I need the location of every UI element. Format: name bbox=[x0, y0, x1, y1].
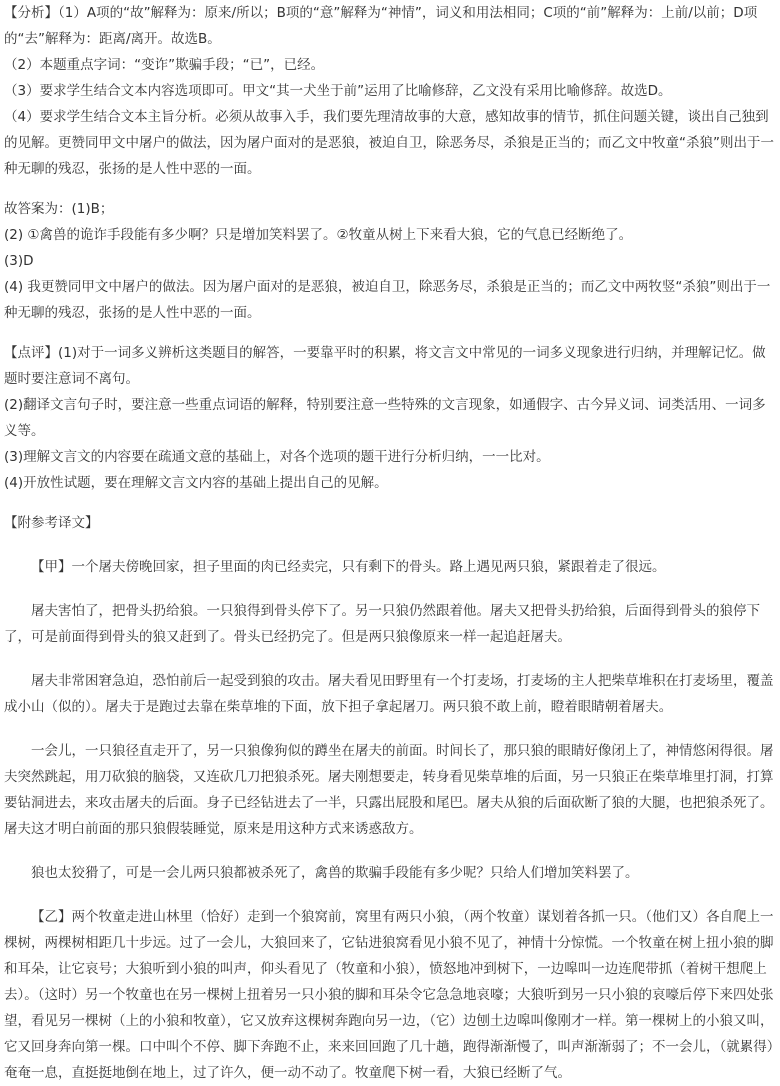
analysis-paragraph-4: （4）要求学生结合文本主旨分析。必须从故事入手，我们要先理清故事的大意，感知故事的情节，抓住问题关键，谈出自己独到的见解。更赞同甲文中屠户的做法，因为屠户面对的是恶狼，被迫自卫，除恶务尽，杀狼是正当的；而乙文中牧童“杀狼”则出于一种无聊的残忍，张扬的是人性中恶的一面。 bbox=[4, 109, 774, 177]
comment-line-3: (3)理解文言文的内容要在疏通文意的基础上，对各个选项的题干进行分析归纳，一一比对。 bbox=[4, 449, 550, 465]
translation-section bbox=[4, 510, 774, 1086]
analysis-paragraph-1: 【分析】（1）A项的“故”解释为：原来/所以；B项的“意”解释为“神情”，词义和用法相同；C项的“前”解释为：上前/以前；D项的“去”解释为：距离/离开。故选B。 bbox=[4, 5, 758, 47]
answer-line-1: (2) ①禽兽的诡诈手段能有多少啊？只是增加笑料罢了。②牧童从树上下来看大狼，它的气息已经断绝了。 bbox=[4, 227, 633, 243]
analysis-paragraph-2: （2）本题重点字词：“变诈”欺骗手段；“已”，已经。 bbox=[4, 57, 325, 73]
translation-paragraph-3: 屠夫非常困窘急迫，恐怕前后一起受到狼的攻击。屠夫看见田野里有一个打麦场，打麦场的主人把柴草堆积在打麦场里，覆盖成小山（似的）。屠夫于是跑过去靠在柴草堆的下面，放下担子拿起屠刀。两只狼不敢上前，瞪着眼睛朝着屠夫。 bbox=[4, 673, 774, 715]
translation-paragraph-4: 一会儿，一只狼径直走开了，另一只狼像狗似的蹲坐在屠夫的前面。时间长了，那只狼的眼睛好像闭上了，神情悠闲得很。屠夫突然跳起，用刀砍狼的脑袋，又连砍几刀把狼杀死。屠夫刚想要走，转身看见柴草堆的后面，另一只狼正在柴草堆里打洞，打算要钻洞进去，来攻击屠夫的后面。身子已经钻进去了一半，只露出屁股和尾巴。屠夫从狼的后面砍断了狼的大腿，也把狼杀死了。屠夫这才明白前面的那只狼假装睡觉，原来是用这种方式来诱惑敌方。 bbox=[4, 743, 774, 837]
analysis-section bbox=[4, 0, 774, 182]
translation-paragraph-1: 【甲】一个屠夫傍晚回家，担子里面的肉已经卖完，只有剩下的骨头。路上遇见两只狼，紧跟着走了很远。 bbox=[31, 559, 666, 575]
translation-paragraph-6: 【乙】两个牧童走进山林里（恰好）走到一个狼窝前，窝里有两只小狼，（两个牧童）谋划着各抓一只。（他们又）各自爬上一棵树，两棵树相距几十步远。过了一会儿，大狼回来了，它钻进狼窝看见小狼不见了，神情十分惊慌。一个牧童在树上扭小狼的脚和耳朵，让它哀号；大狼听到小狼的叫声，仰头看见了（牧童和小狼），愤怒地冲到树下，一边嗥叫一边连爬带抓（着树干想爬上去）。（这时）另一个牧童也在另一棵树上扭着另一只小狼的脚和耳朵令它急急地哀嚎；大狼听到另一只小狼的哀嚎后停下来四处张望，看见另一棵树（上的小狼和牧童），它又放弃这棵树奔跑向另一边，（它）边刨土边嗥叫像刚才一样。第一棵树上的小狼又叫，它又回身奔向第一棵。口中叫个不停、脚下奔跑不止，来来回回跑了几十趟，跑得渐渐慢了，叫声渐渐弱了；不一会儿，（就累得）奄奄一息，直挺挺地倒在地上，过了许久，便一动不动了。牧童爬下树一看，大狼已经断了气。 bbox=[4, 909, 774, 1081]
comment-line-2: (2)翻译文言句子时，要注意一些重点词语的解释，特别要注意一些特殊的文言现象，如通假字、古今异义词、词类活用、一词多义等。 bbox=[4, 397, 766, 439]
translation-paragraph-2: 屠夫害怕了，把骨头扔给狼。一只狼得到骨头停下了。另一只狼仍然跟着他。屠夫又把骨头扔给狼，后面得到骨头的狼停下了，可是前面得到骨头的狼又赶到了。骨头已经扔完了。但是两只狼像原来一样一起追赶屠夫。 bbox=[4, 603, 760, 645]
translation-paragraph-5: 狼也太狡猾了，可是一会儿两只狼都被杀死了，禽兽的欺骗手段能有多少呢？只给人们增加笑料罢了。 bbox=[31, 865, 639, 881]
comment-section bbox=[4, 340, 774, 496]
translation-heading: 【附参考译文】 bbox=[4, 515, 99, 531]
answer-line-0: 故答案为：(1)B； bbox=[4, 201, 114, 217]
answer-line-2: (3)D bbox=[4, 253, 34, 269]
analysis-paragraph-3: （3）要求学生结合文本内容选项即可。甲文“其一犬坐于前”运用了比喻修辞，乙文没有采用比喻修辞。故选D。 bbox=[4, 83, 672, 99]
answers-section bbox=[4, 196, 774, 326]
answer-line-3: (4) 我更赞同甲文中屠户的做法。因为屠户面对的是恶狼，被迫自卫，除恶务尽，杀狼是正当的；而乙文中两牧竖“杀狼”则出于一种无聊的残忍，张扬的是人性中恶的一面。 bbox=[4, 279, 771, 321]
comment-line-4: (4)开放性试题，要在理解文言文内容的基础上提出自己的见解。 bbox=[4, 475, 388, 491]
comment-line-1: 【点评】(1)对于一词多义辨析这类题目的解答，一要靠平时的积累，将文言文中常见的一词多义现象进行归纳，并理解记忆。做题时要注意词不离句。 bbox=[4, 345, 766, 387]
